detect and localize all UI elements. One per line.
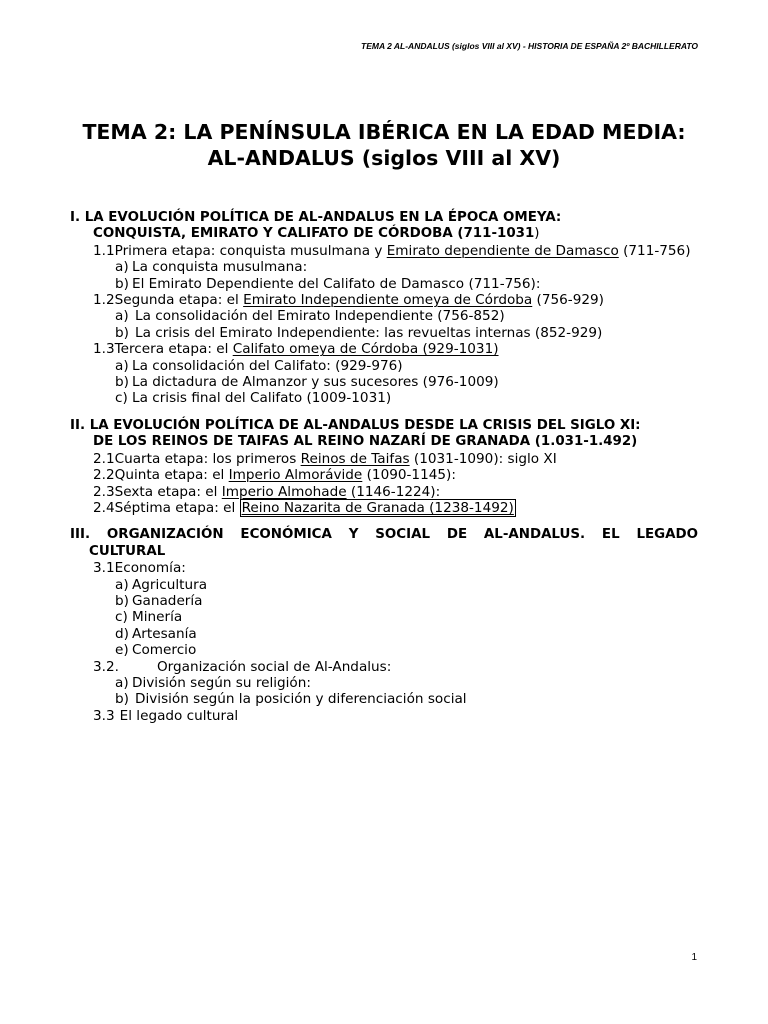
list-item (70, 276, 698, 292)
subsection-number: 1.2 (93, 292, 115, 309)
section-2 (70, 418, 698, 516)
subsection-3-1 (70, 560, 698, 576)
item-marker: b) (115, 592, 129, 609)
list-item (70, 259, 698, 275)
title-line-2: AL-ANDALUS (siglos VIII al XV) (207, 146, 561, 170)
heading-text: CONQUISTA, EMIRATO Y CALIFATO DE CÓRDOBA (711-1031 (93, 226, 535, 242)
item-marker: a) (115, 259, 129, 276)
subsection-number: 2.3 (93, 483, 115, 500)
subsection-number: 3.3 (93, 707, 115, 724)
item-marker: a) (115, 357, 129, 374)
running-header: TEMA 2 AL-ANDALUS (siglos VIII al XV) - HISTORIA DE ESPAÑA 2º BACHILLERATO (361, 41, 698, 51)
item-marker: b) (115, 275, 129, 292)
item-text: La crisis del Emirato Independiente: las revueltas internas (852-929) (135, 324, 603, 341)
subsection-number: 3.2. (93, 658, 119, 675)
subsection-text-pre: Segunda etapa: el (114, 292, 244, 309)
subsection-text-post: (756-929) (532, 292, 604, 309)
subsection-text-pre: Cuarta etapa: los primeros (114, 450, 301, 467)
subsection-text (115, 467, 698, 483)
subsection-2-2 (70, 467, 698, 483)
item-marker: a) (115, 576, 129, 593)
subsection-text (115, 451, 698, 467)
subsection-text (115, 341, 698, 357)
list-item (70, 626, 698, 642)
item-marker: b) (115, 324, 129, 341)
list-item (70, 593, 698, 609)
subsection-text-pre: Primera etapa: conquista musulmana y (114, 242, 387, 259)
subsection-number: 1.3 (93, 341, 115, 358)
subsection-2-3 (70, 484, 698, 500)
subsection-link[interactable]: Califato omeya de Córdoba (929-1031) (232, 341, 499, 358)
subsection-link[interactable]: Reinos de Taifas (300, 450, 410, 467)
section-heading-line: III. ORGANIZACIÓN ECONÓMICA Y SOCIAL DE AL-ANDALUS. EL LEGADO (70, 527, 698, 543)
item-text: La consolidación del Califato: (929-976) (132, 357, 403, 374)
list-item (70, 325, 698, 341)
item-text: Ganadería (132, 592, 203, 609)
subsection-text-pre: Tercera etapa: el (114, 341, 233, 358)
subsection-text-pre: Sexta etapa: el (114, 483, 222, 500)
item-text: Minería (132, 609, 183, 626)
document-title (40, 119, 728, 171)
outline (70, 210, 698, 735)
section-1-heading (70, 210, 698, 243)
list-item (70, 577, 698, 593)
item-text: Artesanía (132, 625, 197, 642)
subsection-text-post: (1031-1090): siglo XI (409, 450, 557, 467)
item-text: La crisis final del Califato (1009-1031) (132, 390, 392, 407)
subsection-link[interactable]: Imperio Almohade (221, 483, 347, 500)
subsection-2-1 (70, 451, 698, 467)
subsection-1-1 (70, 243, 698, 259)
subsection-number: 2.4 (93, 499, 115, 516)
title-line-1: TEMA 2: LA PENÍNSULA IBÉRICA EN LA EDAD MEDIA: (82, 120, 686, 144)
subsection-link[interactable]: Reino Nazarita de Granada (1238-1492) (241, 499, 514, 516)
subsection-text-post: (1146-1224): (346, 483, 441, 500)
subsection-text-post: (711-756) (618, 242, 691, 259)
subsection-text: El legado cultural (119, 707, 239, 724)
item-marker: c) (115, 609, 128, 626)
section-1 (70, 210, 698, 407)
item-text: El Emirato Dependiente del Califato de Damasco (711-756): (132, 275, 541, 292)
subsection-text: Organización social de Al-Andalus: (156, 658, 392, 675)
subsection-number: 2.2 (93, 467, 115, 484)
subsection-text (115, 292, 698, 308)
subsection-number: 1.1 (93, 242, 115, 259)
item-marker: a) (115, 308, 129, 325)
list-item (70, 691, 698, 707)
heading-close-paren: ) (534, 226, 540, 242)
item-text: La dictadura de Almanzor y sus sucesores (976-1009) (132, 374, 499, 391)
subsection-link[interactable]: Emirato Independiente omeya de Córdoba (243, 292, 533, 309)
subsection-text-pre: Quinta etapa: el (114, 467, 229, 484)
item-marker: b) (115, 374, 129, 391)
item-text: División según la posición y diferenciación social (135, 691, 467, 708)
subsection-number: 2.1 (93, 450, 115, 467)
section-heading-line: II. LA EVOLUCIÓN POLÍTICA DE AL-ANDALUS DESDE LA CRISIS DEL SIGLO XI: (70, 417, 641, 433)
subsection-1-3 (70, 341, 698, 357)
list-item (70, 642, 698, 658)
tab-gap (119, 659, 157, 675)
subsection-text (115, 484, 698, 500)
subsection-1-2 (70, 292, 698, 308)
list-item (70, 390, 698, 406)
item-marker: b) (115, 691, 129, 708)
item-text: La conquista musulmana: (132, 259, 308, 276)
item-marker: e) (115, 642, 129, 659)
item-text: La consolidación del Emirato Independiente (756-852) (135, 308, 505, 325)
subsection-text: Economía: (114, 560, 186, 577)
list-item (70, 374, 698, 390)
subsection-text-post: (1090-1145): (362, 467, 456, 484)
list-item (70, 308, 698, 324)
subsection-link[interactable]: Emirato dependiente de Damasco (386, 242, 619, 259)
item-marker: c) (115, 390, 128, 407)
page-number: 1 (691, 952, 697, 963)
section-3-heading (70, 527, 698, 560)
section-heading-line (70, 226, 698, 242)
subsection-text (115, 500, 698, 516)
section-heading-line: DE LOS REINOS DE TAIFAS AL REINO NAZARÍ DE GRANADA (1.031-1.492) (93, 434, 638, 450)
section-heading-line: I. LA EVOLUCIÓN POLÍTICA DE AL-ANDALUS EN LA ÉPOCA OMEYA: (70, 210, 562, 225)
list-item (70, 675, 698, 691)
subsection-2-4 (70, 500, 698, 516)
section-2-heading (70, 418, 698, 451)
subsection-text-pre: Séptima etapa: el (114, 499, 240, 516)
list-item (70, 358, 698, 374)
section-heading-line: CULTURAL (89, 543, 166, 559)
subsection-link[interactable]: Imperio Almorávide (228, 467, 363, 484)
subsection-3-2 (70, 659, 698, 675)
item-text: Comercio (132, 642, 197, 659)
item-marker: a) (115, 674, 129, 691)
subsection-text (115, 243, 698, 259)
subsection-3-3 (70, 708, 698, 724)
section-3 (70, 527, 698, 724)
subsection-number: 3.1 (93, 560, 115, 577)
list-item (70, 609, 698, 625)
item-text: División según su religión: (132, 674, 311, 691)
item-marker: d) (115, 625, 129, 642)
item-text: Agricultura (132, 576, 208, 593)
